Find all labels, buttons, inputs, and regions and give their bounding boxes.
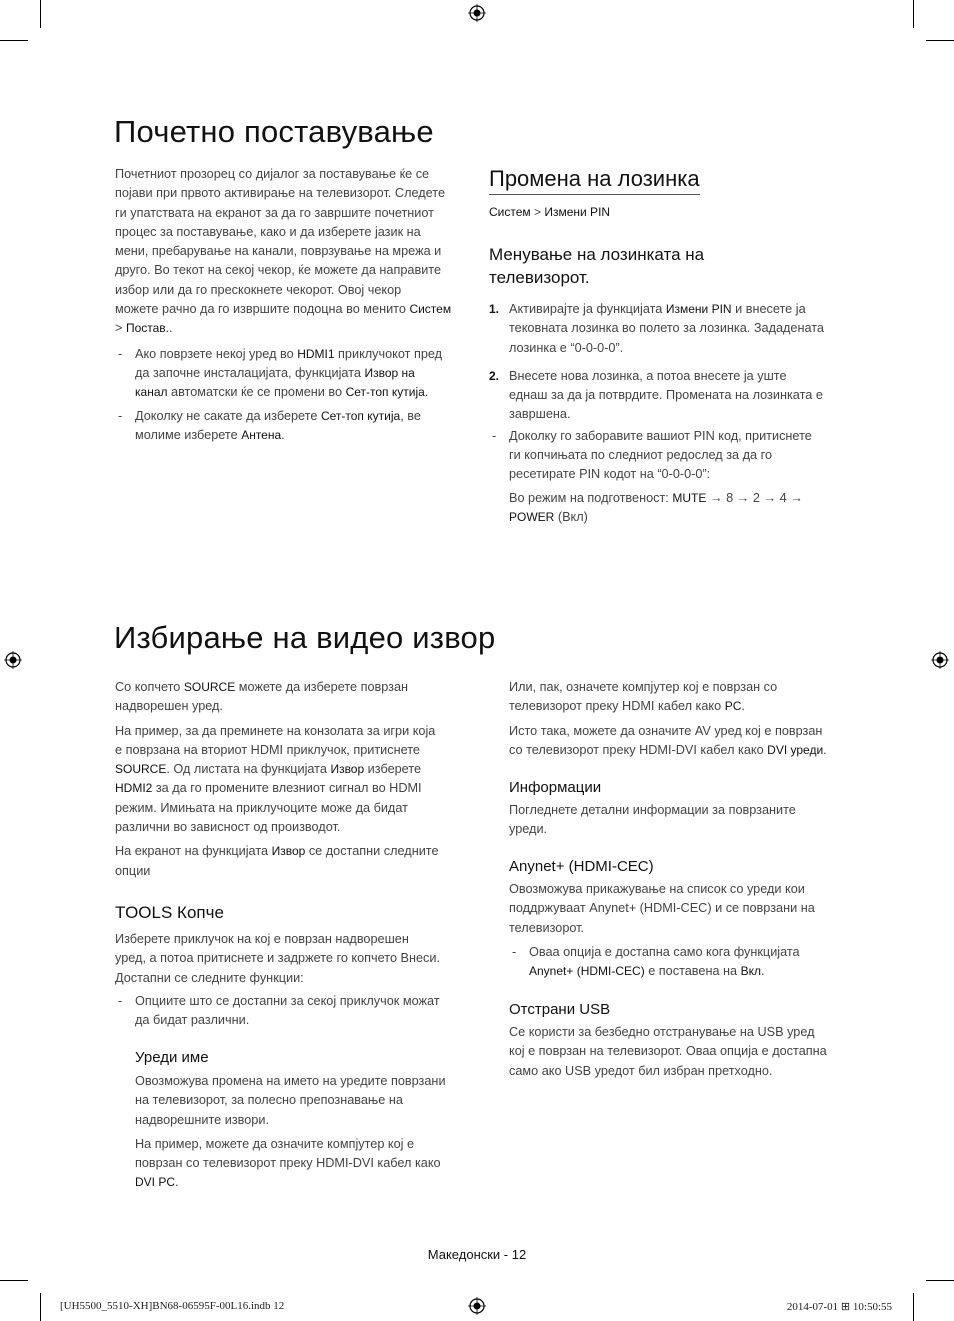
registration-mark-icon <box>931 651 949 669</box>
page-number: Македонски - 12 <box>427 1247 527 1262</box>
info-heading: Информации <box>509 779 602 796</box>
menu-path: Систем > Измени PIN <box>489 205 611 219</box>
section-heading: Промена на лозинка <box>489 166 700 195</box>
step-item: 1. Активирајте ја функцијата Измени PIN и внесете ја тековната лозинка во полето за лозинка. Зададената лозинка е “0-0-0-0”. <box>489 302 824 355</box>
intro-line: појави при првото активирање на телевизорот. Следете <box>115 186 446 201</box>
intro-line: Почетниот прозорец со дијалог за поставување ќе се <box>115 167 430 181</box>
page-title: Почетно поставување <box>114 114 434 149</box>
registration-mark-icon <box>468 1297 486 1315</box>
note-item: - Ако поврзете некој уред во HDMI1 приклучокот пред да започне инсталацијата, функцијата Извор на канал автоматски ќе се промени во Сет-топ кутија. <box>115 345 470 403</box>
note-item: - Опциите што се достапни за секој приклучок можат да бидат различни. <box>115 992 465 1031</box>
intro-block <box>115 165 470 445</box>
note-item: - Доколку го заборавите вашиот PIN код, притиснете ги копчињата по следниот редослед за да го ресетирате PIN кодот на “0-0-0-0”: Во режим на подготвеност: MUTE → 8 → 2 → 4 → POWER (Вкл) <box>489 427 849 527</box>
menu-keyword: Систем <box>409 302 452 317</box>
usb-heading: Отстрани USB <box>509 1001 611 1018</box>
intro-line: > Постав.. <box>115 321 173 336</box>
file-info: [UH5500_5510-XH]BN68-06595F-00L16.indb 12 <box>60 1300 285 1312</box>
anynet-heading: Anynet+ (HDMI-CEC) <box>509 858 654 875</box>
intro-line: избор или да го прескокнете чекорот. Овој чекор <box>115 282 402 297</box>
tools-block: Изберете приклучок на кој е поврзан надворешен уред, а потоа притиснете и задржете го копчето Внеси. Достапни се следните функции: - Опциите што се достапни за секој приклучок можат да бидат различни. <box>115 930 465 1030</box>
steps-block <box>489 300 849 527</box>
date-info: 2014-07-01 ⊞ 10:50:55 <box>786 1301 892 1313</box>
registration-mark-icon <box>4 651 22 669</box>
sub-heading: Менување на лозинката на телевизорот. <box>489 245 705 287</box>
registration-mark-icon <box>468 4 486 22</box>
anynet-block: Овозможува прикажување на список со уреди кои поддржуваат Anynet+ (HDMI-CEC) и се поврзани на телевизорот. - Оваа опција е достапна само кога функцијата Anynet+ (HDMI-CEC) е поставена на Вкл. <box>509 880 854 981</box>
intro-line: процес за поставување, како и да изберете јазик на <box>115 224 421 239</box>
note-item: - Доколку не сакате да изберете Сет-топ кутија, ве молиме изберете Антена. <box>115 407 470 446</box>
edit-name-block: Овозможува промена на името на уредите поврзани на телевизорот, за полесно препознавање на надворешните извори. На пример, можете да означите компјутер кој е поврзан со телевизорот преку HDMI-DVI кабел како DVI PC. <box>135 1074 446 1190</box>
intro-line: можете рачно да го извршите подоцна во менито Систем <box>115 302 452 317</box>
note-item: - Оваа опција е достапна само кога функцијата Anynet+ (HDMI-CEC) е поставена на Вкл. <box>509 943 854 982</box>
intro-line: друго. Во текот на секој чекор, ќе можете да направите <box>115 263 442 278</box>
intro-line: ги упатствата на екранот за да го завршите почетниот <box>115 205 434 220</box>
source-column-right: Или, пак, означете компјутер кој е поврзан со телевизорот преку HDMI кабел како PC. Исто така, можете да означите AV уред кој е поврзан со телевизорот преку HDMI-DVI кабел како DVI уреди. <box>509 680 827 757</box>
intro-line: мени, пребарување на канали, поврзување на мрежа и <box>115 244 442 259</box>
info-block: Погледнете детални информации за поврзаните уреди. <box>509 803 796 837</box>
usb-block: Се користи за безбедно отстранување на USB уред кој е поврзан на телевизорот. Оваа опција е достапна само ако USB уредот бил избран претходно. <box>509 1025 827 1078</box>
step-item: 2. Внесете нова лозинка, а потоа внесете ја уште еднаш за да ја потврдите. Промената на лозинката е завршена. <box>489 368 823 422</box>
menu-keyword: Постав. <box>125 321 169 336</box>
source-column-left: Со копчето SOURCE можете да изберете поврзан надворешен уред. На пример, за да преминете на конзолата за игри која е поврзана на вториот HDMI приклучок, притиснете SOURCE. Од листата на функцијата Извор изберете HDMI2 за да го промените влезниот сигнал во HDMI режим. Имињата на приклучоците може да бидат различни во зависност од производот. На екранот на функцијата Извор се достапни следните опции <box>115 680 439 878</box>
section-title: Избирање на видео извор <box>114 620 496 655</box>
tools-heading: TOOLS Копче <box>115 903 224 922</box>
edit-name-heading: Уреди име <box>135 1049 209 1066</box>
